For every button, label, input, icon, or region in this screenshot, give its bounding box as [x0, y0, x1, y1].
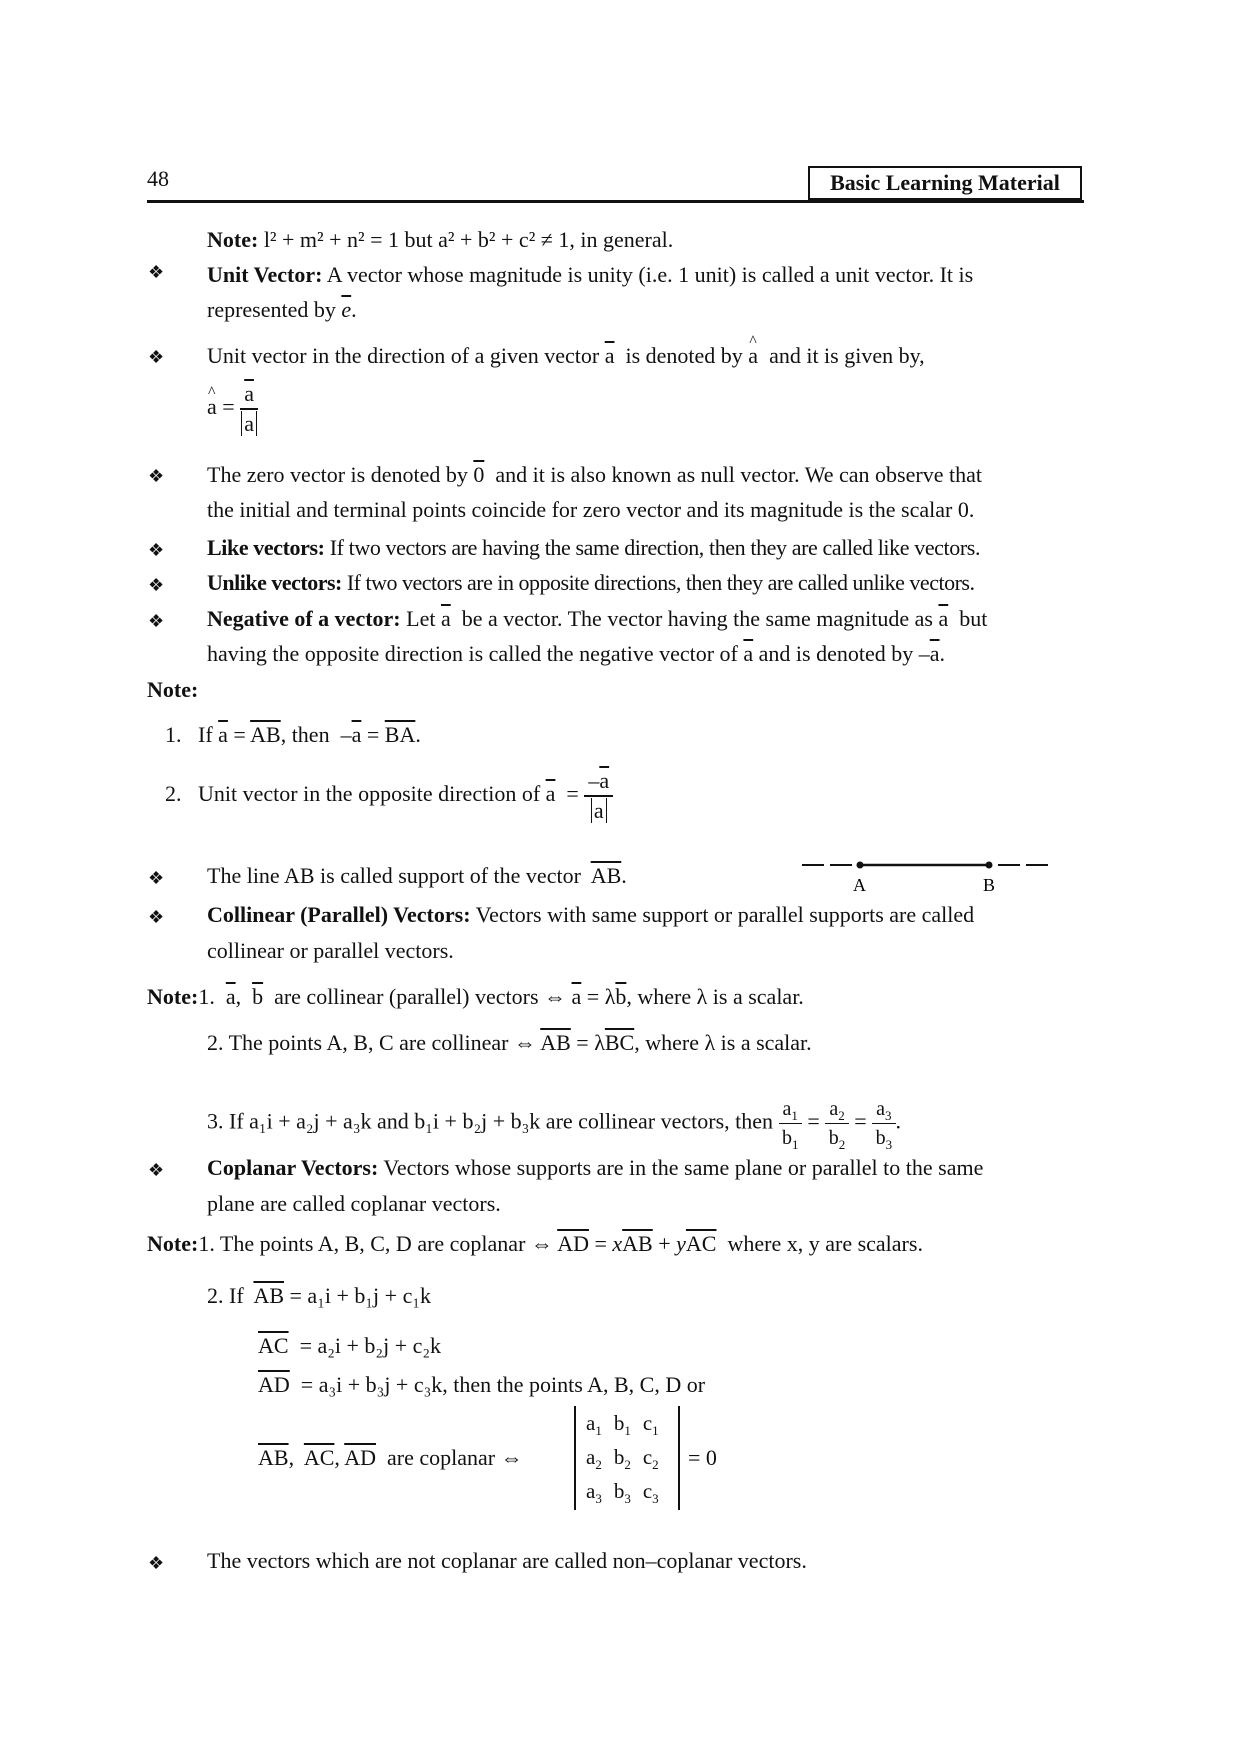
bullet-icon: ❖ — [148, 262, 165, 282]
unit-vector-formula: ^ a = $\frac{\overline{a}}{a}$ — [207, 380, 258, 438]
bullet-icon: ❖ — [148, 347, 165, 367]
like-vectors-line: Like vectors: If two vectors are having the same direction, then they are called like vectors. — [207, 535, 981, 560]
unlike-vectors-line: Unlike vectors: If two vectors are in opposite directions, then they are called unlike vectors. — [207, 570, 975, 595]
point-a-dot — [857, 862, 864, 869]
noncoplanar-line: The vectors which are not coplanar are called non–coplanar vectors. — [207, 1548, 807, 1573]
unit-vector-def: Unit Vector: A vector whose magnitude is unity (i.e. 1 unit) is called a unit vector. It is — [207, 262, 974, 287]
note-item-2: 2. Unit vector in the opposite direction of $\overline{a}$ = $\frac{-\overline{a}}{a}$ — [165, 767, 613, 825]
header-title: Basic Learning Material — [808, 166, 1082, 200]
determinant-equals-zero: = 0 — [688, 1445, 717, 1470]
collinear-note-3: 3. If a₁i + a₂j + a₃k and b₁i + b₂j + b₃k are collinear vectors, then $\frac{a_1}{b_1}$ = $\frac{a_2}{b_2}$ = $\frac{a_3}{b_3}$ . — [207, 1095, 901, 1152]
coplanar-def: Coplanar Vectors: Vectors whose supports are in the same plane or parallel to the same — [207, 1155, 984, 1180]
unit-vector-def-cont: represented by $\overline{e}$. — [207, 297, 357, 322]
bullet-icon: ❖ — [148, 575, 165, 595]
note-heading: Note: — [147, 677, 199, 702]
point-a-label: A — [853, 875, 866, 895]
support-line: The line AB is called support of the vector $\overline{AB}$. — [207, 863, 627, 888]
support-diagram — [800, 855, 1050, 901]
coplanar-note-2-eq1: 2. If $\overline{AB} = a_1i + b_1j + c_1k$ — [207, 1283, 432, 1308]
collinear-note-1: Note:1. $\overline{a}$, $\overline{b}$ are collinear (parallel) vectors ⇔ $\overline{a} = \lambda\overline{b}$, where λ is a scalar. — [147, 984, 804, 1009]
header-rule — [147, 200, 1084, 203]
page-number: 48 — [147, 166, 169, 191]
unit-direction-line: Unit vector in the direction of a given vector $\overline{a}$ is denoted by ^ a and it is given by, — [207, 342, 925, 370]
collinear-def: Collinear (Parallel) Vectors: Vectors with same support or parallel supports are called — [207, 902, 975, 927]
bullet-icon: ❖ — [148, 868, 165, 888]
note-item-1: 1. If $\overline{a} = \overline{AB}$, then $-\overline{a} = \overline{BA}$. — [165, 722, 421, 747]
determinant: $a_1$ $b_1$ $c_1$ $a_2$ $b_2$ $c_2$ $a_3$ $b_3$ $c_3$ — [574, 1406, 680, 1510]
point-b-label: B — [983, 875, 996, 895]
zero-vector-line: The zero vector is denoted by 0 and it is also known as null vector. We can observe that — [207, 462, 982, 487]
coplanar-note-2-eq2: $\overline{AC} = a_2i + b_2j + c_2k$ — [258, 1333, 442, 1358]
negative-vector-line: Negative of a vector: Let $\overline{a}$ be a vector. The vector having the same magnitude as $\overline{a}$ but — [207, 606, 988, 631]
negative-vector-line-cont: having the opposite direction is called the negative vector of $\overline{a}$ and is denoted by $-\overline{a}$. — [207, 641, 946, 666]
collinear-note-2: 2. The points A, B, C are collinear ⇔ $\overline{AB} = \lambda\overline{BC}$, where λ is a scalar. — [207, 1030, 812, 1055]
point-b-dot — [986, 862, 993, 869]
coplanar-note-1: Note:1. The points A, B, C, D are coplanar ⇔ $\overline{AD} = x\overline{AB} + y\overline{AC}$ where x, y are scalars. — [147, 1231, 923, 1256]
coplanar-condition: $\overline{AB}$, $\overline{AC}$, $\overline{AD}$ are coplanar ⇔ — [258, 1445, 523, 1470]
bullet-icon: ❖ — [148, 1553, 165, 1573]
note-line: Note: l² + m² + n² = 1 but a² + b² + c² ≠ 1, in general. — [207, 227, 674, 252]
zero-vector-line-cont: the initial and terminal points coincide for zero vector and its magnitude is the scalar 0. — [207, 497, 975, 522]
bullet-icon: ❖ — [148, 611, 165, 631]
coplanar-note-2-eq3: $\overline{AD} = a_3i + b_3j + c_3k$, then the points A, B, C, D or — [258, 1372, 706, 1397]
bullet-icon: ❖ — [148, 540, 165, 560]
coplanar-def-cont: plane are called coplanar vectors. — [207, 1191, 501, 1216]
bullet-icon: ❖ — [148, 907, 165, 927]
bullet-icon: ❖ — [148, 466, 165, 486]
collinear-def-cont: collinear or parallel vectors. — [207, 938, 454, 963]
bullet-icon: ❖ — [148, 1160, 165, 1180]
